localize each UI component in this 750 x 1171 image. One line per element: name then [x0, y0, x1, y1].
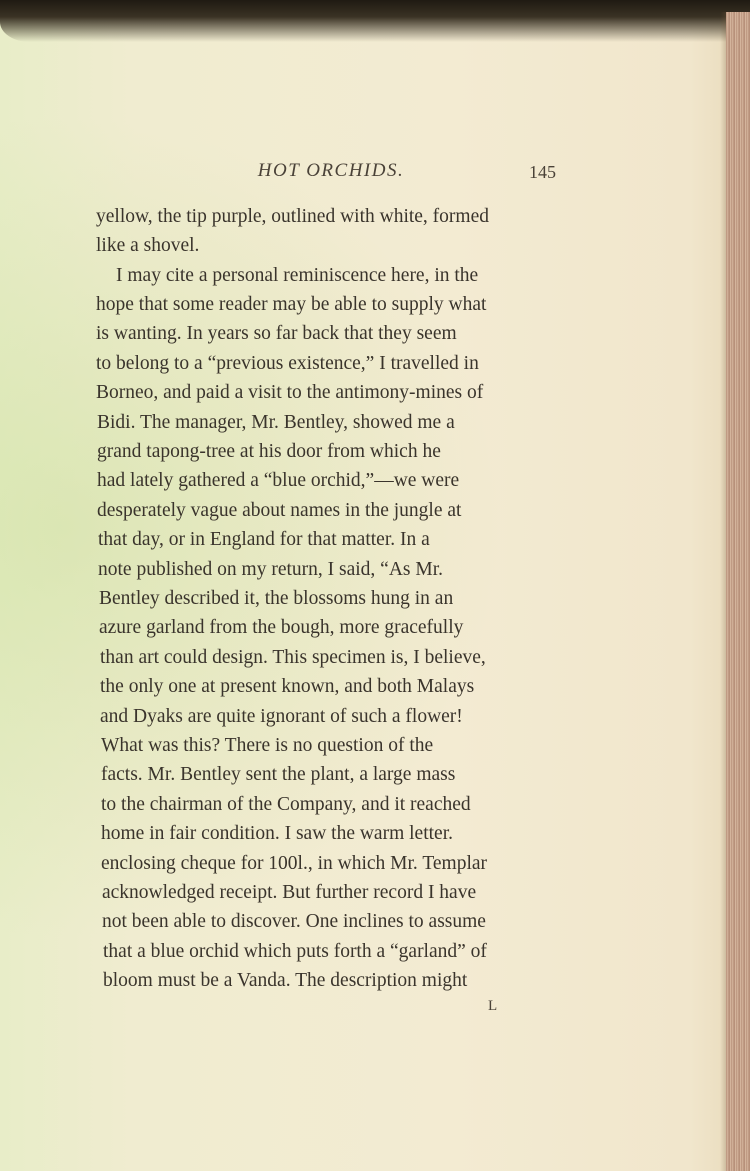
text-line: that day, or in England for that matter. In a [98, 529, 430, 550]
text-line: the only one at present known, and both Malays [100, 676, 475, 697]
page-number: 145 [529, 162, 556, 182]
text-line: that a blue orchid which puts forth a “garland” of [103, 941, 487, 962]
text-line: hope that some reader may be able to supply what [96, 294, 487, 315]
text-line: acknowledged receipt. But further record I have [102, 882, 477, 903]
text-line: What was this? There is no question of the [101, 735, 434, 756]
text-line: facts. Mr. Bentley sent the plant, a large mass [101, 764, 456, 785]
page-edges [726, 12, 750, 1171]
text-line: bloom must be a Vanda. The description might [103, 970, 468, 991]
text-line: I may cite a personal reminiscence here, in the [116, 265, 479, 286]
text-line: had lately gathered a “blue orchid,”—we were [97, 470, 460, 491]
text-line: Borneo, and paid a visit to the antimony-mines of [96, 382, 484, 403]
text-line: than art could design. This specimen is, I believe, [100, 647, 486, 668]
page-header [100, 160, 562, 190]
text-line: note published on my return, I said, “As Mr. [98, 559, 443, 580]
text-line: is wanting. In years so far back that they seem [96, 323, 457, 344]
text-line: enclosing cheque for 100l., in which Mr. Templar [101, 853, 488, 874]
text-line: like a shovel. [96, 235, 200, 256]
text-line: Bentley described it, the blossoms hung in an [99, 588, 454, 609]
text-line: not been able to discover. One inclines to assume [102, 911, 486, 932]
text-line: home in fair condition. I saw the warm letter. [101, 823, 453, 844]
text-line: to the chairman of the Company, and it reached [101, 794, 471, 815]
text-line: and Dyaks are quite ignorant of such a flower! [100, 706, 463, 727]
text-line: Bidi. The manager, Mr. Bentley, showed me a [97, 412, 455, 433]
text-line: azure garland from the bough, more gracefully [99, 617, 464, 638]
text-line: to belong to a “previous existence,” I travelled in [96, 353, 479, 374]
text-line: desperately vague about names in the jungle at [97, 500, 462, 521]
running-head: HOT ORCHIDS. [257, 160, 405, 181]
page-top-shadow [0, 0, 750, 42]
signature-mark: L [488, 998, 498, 1014]
text-line: grand tapong-tree at his door from which he [97, 441, 441, 462]
text-line: yellow, the tip purple, outlined with white, formed [96, 206, 489, 227]
